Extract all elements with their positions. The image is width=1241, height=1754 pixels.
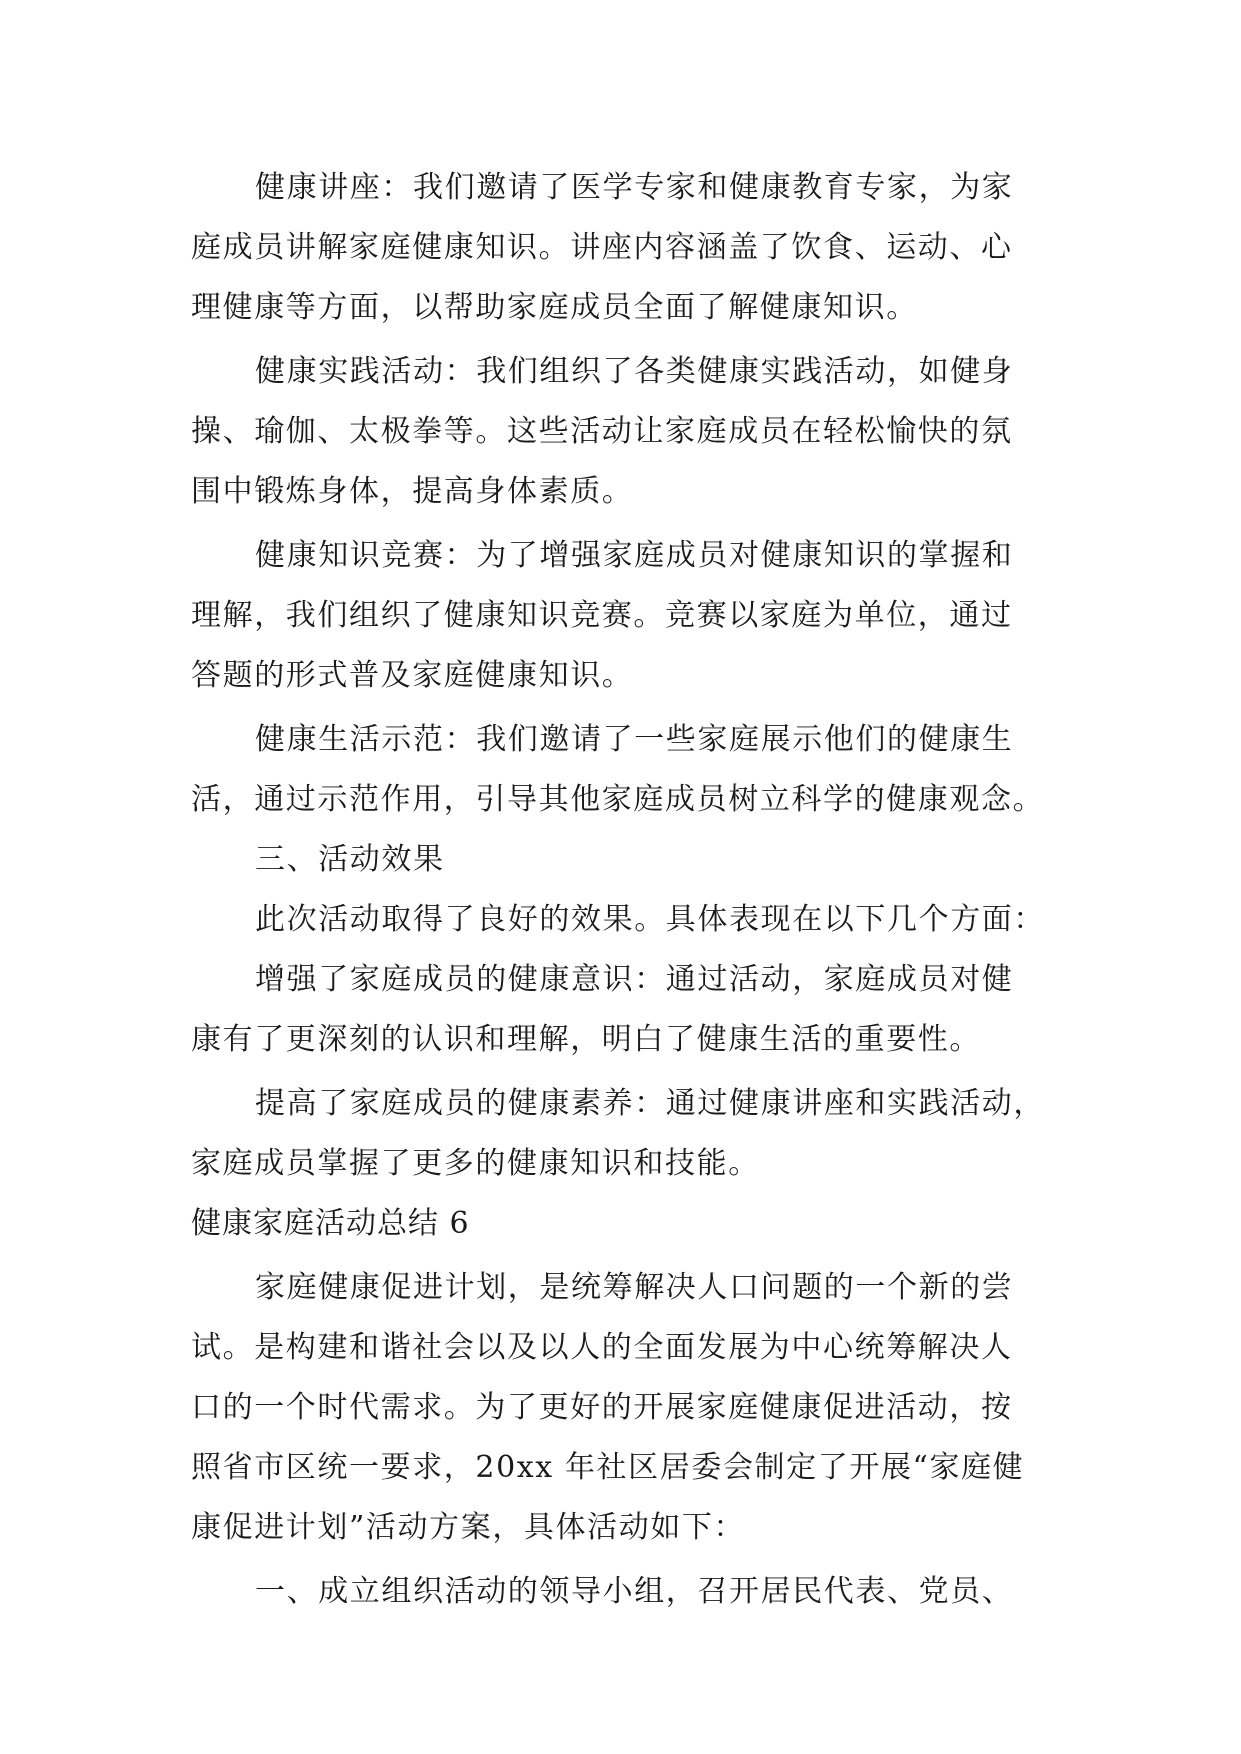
paragraph-family-health-plan: [191, 1258, 1049, 1558]
text-line: 提高了家庭成员的健康素养：通过健康讲座和实践活动，: [255, 1086, 1045, 1121]
text-line: 庭成员讲解家庭健康知识。讲座内容涵盖了饮食、运动、心: [191, 230, 1013, 265]
text-line: 活，通过示范作用，引导其他家庭成员树立科学的健康观念。: [191, 782, 1045, 817]
document-body: [191, 158, 1049, 1622]
text-line: 理健康等方面，以帮助家庭成员全面了解健康知识。: [191, 290, 918, 325]
section-heading: 三、活动效果: [255, 842, 445, 877]
paragraph-leadership-group: [191, 1562, 1049, 1622]
text-line: 家庭成员掌握了更多的健康知识和技能。: [191, 1146, 760, 1181]
text-line: 答题的形式普及家庭健康知识。: [191, 658, 634, 693]
text-line: 健康生活示范：我们邀请了一些家庭展示他们的健康生: [255, 722, 1014, 757]
paragraph-results-intro: [191, 890, 1049, 950]
text-line: 理解，我们组织了健康知识竞赛。竞赛以家庭为单位，通过: [191, 598, 1013, 633]
text-line: 围中锻炼身体，提高身体素质。: [191, 474, 634, 509]
paragraph-results-literacy: [191, 1074, 1049, 1194]
text-line: 口的一个时代需求。为了更好的开展家庭健康促进活动，按: [191, 1390, 1013, 1425]
text-line: 照省市区统一要求，20xx 年社区居委会制定了开展“家庭健: [191, 1450, 1025, 1485]
text-line: 健康实践活动：我们组织了各类健康实践活动，如健身: [255, 354, 1014, 389]
text-line: 操、瑜伽、太极拳等。这些活动让家庭成员在轻松愉快的氛: [191, 414, 1013, 449]
document-subtitle: 健康家庭活动总结 6: [191, 1206, 470, 1241]
text-line: 康促进计划”活动方案，具体活动如下：: [191, 1510, 746, 1545]
paragraph-results-awareness: [191, 950, 1049, 1070]
text-line: 健康讲座：我们邀请了医学专家和健康教育专家，为家: [255, 170, 1014, 205]
text-line: 康有了更深刻的认识和理解，明白了健康生活的重要性。: [191, 1022, 981, 1057]
text-line: 健康知识竞赛：为了增强家庭成员对健康知识的掌握和: [255, 538, 1014, 573]
text-line: 家庭健康促进计划，是统筹解决人口问题的一个新的尝: [255, 1270, 1014, 1305]
text-line: 增强了家庭成员的健康意识：通过活动，家庭成员对健: [255, 962, 1014, 997]
text-line: 此次活动取得了良好的效果。具体表现在以下几个方面：: [255, 902, 1045, 937]
text-line: 试。是构建和谐社会以及以人的全面发展为中心统筹解决人: [191, 1330, 1013, 1365]
paragraph-health-demo: [191, 710, 1049, 830]
paragraph-health-lecture: [191, 158, 1049, 338]
text-line: 一、成立组织活动的领导小组，召开居民代表、党员、: [255, 1574, 1014, 1609]
paragraph-health-practice: [191, 342, 1049, 522]
paragraph-health-contest: [191, 526, 1049, 706]
